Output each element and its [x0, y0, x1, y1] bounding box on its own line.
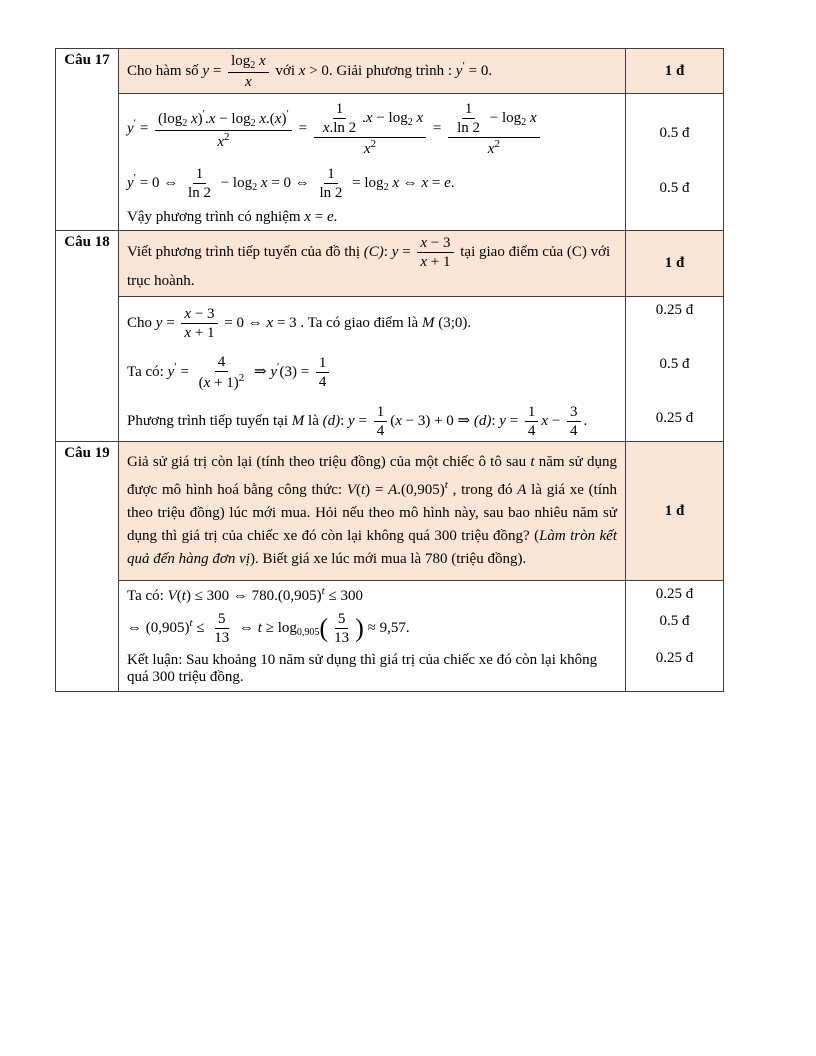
- solution-line: [127, 305, 617, 342]
- numerator: [525, 403, 539, 422]
- math-token: 1: [464, 101, 473, 117]
- math-token: = 3 . Ta có giao điểm là: [273, 314, 422, 331]
- fraction: [454, 100, 483, 137]
- fraction: [314, 100, 426, 158]
- math-token: Ta có:: [127, 588, 168, 604]
- math-token: x: [245, 73, 252, 90]
- math-token: ln 2: [188, 185, 211, 201]
- denominator: [374, 422, 388, 440]
- solution-line: [127, 100, 617, 158]
- denominator: [361, 138, 379, 158]
- math-token: năm sử dụng được mô hình hoá bằng công thức:: [127, 454, 617, 498]
- math-token: y: [155, 314, 163, 331]
- math-token: ln 2: [457, 120, 481, 136]
- math-token: (3;0).: [434, 314, 472, 331]
- fraction: [448, 100, 539, 158]
- math-token: ≈ 9,57.: [363, 619, 410, 636]
- math-token: Giả sử giá trị còn lại (tính theo triệu đồng) của một chiếc ô tô sau: [127, 454, 531, 470]
- math-token: x: [365, 109, 373, 126]
- math-token: −: [548, 412, 565, 429]
- score-value: 0.25 đ: [655, 302, 694, 318]
- math-token: .(0,905): [397, 482, 445, 498]
- math-token: Làm tròn kết quả đến hàng đơn vị: [127, 528, 617, 567]
- math-token: y: [167, 363, 175, 380]
- math-token: 0,905: [296, 626, 320, 638]
- math-token: ): [355, 613, 364, 643]
- question-text: [119, 49, 626, 94]
- fraction: [331, 610, 352, 647]
- math-token: x: [274, 110, 282, 127]
- math-token: =: [354, 412, 371, 429]
- math-token: t: [257, 619, 262, 636]
- numerator: [181, 305, 217, 324]
- math-token: .: [205, 110, 209, 127]
- score-value: 0.25 đ: [655, 410, 694, 426]
- numerator: [462, 100, 476, 119]
- denominator: [185, 184, 214, 202]
- solution-line: [127, 585, 617, 605]
- numerator: [193, 165, 207, 184]
- block-cau-19: [56, 442, 724, 692]
- denominator: [317, 184, 346, 202]
- math-token: 1: [527, 404, 536, 420]
- math-token: ) ≤ 300 ⇔ 780.(0,905): [185, 588, 322, 604]
- fraction: [374, 403, 388, 440]
- numerator: [228, 52, 269, 73]
- math-token: M: [421, 314, 435, 331]
- math-token: =: [162, 314, 179, 331]
- math-token: 2: [370, 138, 377, 150]
- denominator: [316, 373, 330, 391]
- math-token: ′: [277, 360, 280, 373]
- math-token: với: [271, 62, 299, 79]
- numerator: [155, 108, 292, 131]
- math-token: V: [167, 588, 177, 604]
- math-token: ′: [202, 107, 206, 120]
- math-token: y: [127, 174, 134, 191]
- block-cau-17: [56, 49, 724, 231]
- math-token: , trong đó: [447, 482, 518, 498]
- math-token: :: [340, 412, 349, 429]
- math-token: 1: [376, 404, 385, 420]
- math-token: = 0 ⇔: [136, 174, 183, 191]
- fraction: [317, 165, 346, 202]
- math-token: Ta có:: [127, 363, 168, 380]
- solution-line: [127, 209, 617, 226]
- numerator: [567, 403, 581, 422]
- fraction: [525, 403, 539, 440]
- math-token: ⇔: [235, 619, 258, 636]
- math-token: ⇔ (0,905): [127, 619, 190, 636]
- numerator: [215, 353, 229, 372]
- math-token: ): [281, 110, 287, 127]
- numerator: [333, 100, 347, 119]
- math-token: 2: [250, 117, 256, 129]
- math-token: 13: [214, 630, 230, 646]
- math-token: 2: [250, 59, 256, 71]
- math-token: là: [304, 412, 323, 429]
- math-token: x: [420, 235, 428, 252]
- math-token: ≤: [192, 619, 209, 636]
- math-token: ln 2: [319, 185, 343, 201]
- solution-cell: [119, 581, 626, 692]
- denominator: [454, 119, 483, 137]
- question-text: [119, 231, 626, 297]
- math-token: ). Biết giá xe lúc mới mua là 780 (triệu đồng).: [250, 551, 527, 567]
- math-token: ′: [133, 171, 137, 184]
- denominator: [242, 73, 255, 91]
- math-token: x: [421, 174, 429, 191]
- score-value: 0.5 đ: [659, 125, 690, 141]
- math-token: x: [412, 109, 424, 126]
- math-token: e: [444, 174, 451, 191]
- math-token: (3) =: [279, 363, 313, 380]
- solution-line: [127, 610, 617, 647]
- math-token: x: [184, 325, 192, 341]
- solution-line: [127, 652, 617, 686]
- math-token: x: [388, 174, 399, 191]
- solution-points-cell: [626, 297, 724, 442]
- math-token: ′: [174, 360, 177, 373]
- math-token: 5: [218, 611, 226, 627]
- math-token: t: [444, 479, 448, 491]
- fraction: [196, 353, 248, 392]
- math-token: 2: [252, 181, 258, 193]
- math-token: = 0.: [464, 62, 493, 79]
- math-token: x: [541, 412, 549, 429]
- fraction: [155, 108, 292, 151]
- denominator: [485, 138, 503, 158]
- math-token: .(: [266, 110, 275, 127]
- math-token: .: [362, 109, 366, 126]
- math-token: (C): [363, 244, 384, 261]
- math-token: + 1): [210, 375, 239, 391]
- math-token: x: [255, 52, 266, 69]
- math-token: V: [346, 482, 356, 498]
- math-token: x: [255, 110, 267, 127]
- math-token: x: [322, 120, 330, 136]
- denominator: [331, 629, 352, 647]
- math-token: (: [198, 375, 204, 391]
- math-token: log: [231, 52, 251, 69]
- math-token: ≤ 300: [324, 588, 363, 604]
- math-token: ) =: [365, 482, 389, 498]
- math-token: − 3) + 0 ⇒: [401, 412, 474, 429]
- denominator: [196, 372, 248, 392]
- solution-line: [127, 165, 617, 202]
- math-token: 5: [337, 611, 346, 627]
- block-cau-18: [56, 231, 724, 442]
- math-token: 4: [376, 423, 385, 439]
- math-token: 2: [383, 181, 389, 193]
- math-token: y: [270, 363, 278, 380]
- solution-line: [127, 353, 617, 392]
- math-token: e: [326, 209, 334, 225]
- math-token: .: [333, 209, 338, 225]
- question-points: 1 đ: [626, 442, 724, 581]
- math-token: x: [208, 110, 216, 127]
- math-token: = 0 ⇔: [220, 314, 267, 331]
- math-token: t: [361, 482, 366, 498]
- math-token: .: [450, 174, 455, 191]
- math-token: ′: [462, 59, 465, 72]
- solution-cell: [119, 297, 626, 442]
- fraction: [211, 610, 232, 647]
- math-token: ≥ log: [261, 619, 297, 636]
- denominator: [320, 119, 359, 137]
- math-token: =: [398, 244, 415, 261]
- math-token: 4: [570, 423, 578, 439]
- math-token: x: [187, 110, 198, 127]
- math-token: (: [390, 412, 396, 429]
- denominator: [417, 253, 453, 271]
- math-token: = log: [348, 174, 384, 191]
- math-token: (d): [322, 412, 341, 429]
- math-token: y: [499, 412, 506, 429]
- math-token: y: [348, 412, 355, 429]
- math-token: =: [136, 120, 153, 137]
- denominator: [567, 422, 581, 440]
- math-token: 2: [407, 116, 413, 128]
- math-token: ): [197, 110, 203, 127]
- math-token: (: [176, 588, 182, 604]
- math-token: 2: [224, 130, 230, 143]
- math-token: y: [391, 244, 399, 261]
- fraction: [316, 354, 330, 391]
- math-token: 4: [527, 423, 536, 439]
- math-token: − 3: [191, 306, 215, 322]
- math-token: x: [257, 174, 268, 191]
- math-token: x: [184, 306, 192, 322]
- math-token: ⇒: [250, 363, 271, 380]
- math-token: x: [266, 314, 274, 331]
- math-token: x: [298, 62, 306, 79]
- math-token: Phương trình tiếp tuyến tại: [127, 412, 292, 429]
- math-token: 4: [217, 354, 226, 370]
- math-token: =: [209, 62, 226, 79]
- denominator: [214, 131, 232, 151]
- math-token: y: [202, 62, 210, 79]
- math-token: t: [181, 588, 186, 604]
- math-token: = 0 ⇔: [267, 174, 314, 191]
- math-token: y: [455, 62, 463, 79]
- math-token: ′: [286, 107, 289, 120]
- math-token: ′: [133, 117, 137, 130]
- math-token: x: [395, 412, 402, 429]
- question-points: 1 đ: [626, 231, 724, 297]
- numerator: [335, 610, 349, 629]
- math-token: A: [517, 482, 527, 498]
- math-token: .: [583, 412, 588, 429]
- denominator: [181, 324, 217, 342]
- math-token: (: [319, 613, 329, 643]
- denominator: [211, 629, 232, 647]
- solution-line: [127, 403, 617, 440]
- denominator: [525, 422, 539, 440]
- math-token: 1: [318, 355, 327, 371]
- math-token: 4: [318, 374, 327, 390]
- math-token: 2: [521, 116, 527, 128]
- math-token: > 0. Giải phương trình :: [305, 62, 456, 79]
- answer-table: [55, 48, 724, 692]
- math-token: A: [388, 482, 398, 498]
- math-token: =: [310, 209, 327, 225]
- question-text: [119, 442, 626, 581]
- math-token: + 1: [191, 325, 215, 341]
- math-token: Viết phương trình tiếp tuyến của đồ thị: [127, 244, 364, 261]
- math-token: =: [428, 174, 445, 191]
- question-number: Câu 19: [56, 442, 119, 692]
- math-token: là giá xe (tính theo triệu đồng) lúc mới mua. Hỏi nếu theo mô hình này, sau bao nhiêu năm sử dụng thì giá trị của chiếc xe đó còn lại không quá 300 triệu đồng? (: [127, 482, 617, 544]
- math-token: y: [127, 120, 134, 137]
- math-token: :: [383, 244, 392, 261]
- fraction: [320, 100, 359, 137]
- numerator: [448, 100, 539, 138]
- score-value: 0.5 đ: [659, 180, 690, 196]
- fraction: [185, 165, 214, 202]
- solution-cell: [119, 94, 626, 231]
- math-token: Cho: [127, 314, 156, 331]
- fraction: [181, 305, 217, 342]
- math-token: x: [217, 133, 225, 150]
- math-token: − log: [215, 110, 251, 127]
- math-token: 1: [335, 101, 344, 117]
- math-token: (d): [473, 412, 492, 429]
- math-token: =: [176, 363, 193, 380]
- numerator: [417, 234, 453, 253]
- numerator: [316, 354, 330, 373]
- math-token: 2: [182, 117, 188, 129]
- math-token: .ln 2: [329, 120, 357, 136]
- math-token: =: [294, 120, 311, 137]
- numerator: [324, 165, 338, 184]
- numerator: [314, 100, 426, 138]
- math-token: 2: [494, 138, 500, 150]
- math-token: Cho hàm số: [127, 62, 203, 79]
- math-token: 1: [327, 166, 335, 182]
- question-number: Câu 18: [56, 231, 119, 442]
- numerator: [374, 403, 388, 422]
- math-token: x: [203, 375, 211, 391]
- math-token: − log: [486, 109, 522, 126]
- math-token: =: [429, 120, 446, 137]
- score-value: 0.25 đ: [655, 586, 694, 602]
- math-token: x: [420, 254, 428, 271]
- math-token: tại giao điểm của (C) với trục hoành.: [127, 244, 611, 290]
- solution-points-cell: [626, 581, 724, 692]
- math-token: x: [487, 141, 495, 157]
- fraction: [417, 234, 453, 271]
- math-token: + 1: [427, 254, 451, 271]
- math-token: − 3: [427, 235, 451, 252]
- fraction: [567, 403, 581, 440]
- score-value: 0.5 đ: [659, 613, 690, 629]
- fraction: [228, 52, 269, 91]
- math-token: − log: [372, 109, 408, 126]
- score-value: 0.25 đ: [655, 650, 694, 666]
- math-token: − log: [216, 174, 253, 191]
- math-token: x: [363, 141, 371, 157]
- math-token: :: [491, 412, 500, 429]
- math-token: M: [291, 412, 305, 429]
- math-token: 2: [238, 372, 245, 384]
- numerator: [215, 610, 229, 629]
- math-token: t: [530, 454, 535, 470]
- math-token: 13: [334, 630, 350, 646]
- math-token: Kết luận: Sau khoảng 10 năm sử dụng thì giá trị của chiếc xe đó còn lại không quá 300 triệu đồng.: [127, 652, 598, 685]
- math-token: ⇔: [398, 174, 422, 191]
- math-token: 3: [570, 404, 578, 420]
- question-number: Câu 17: [56, 49, 119, 231]
- math-token: Vậy phương trình có nghiệm: [127, 209, 305, 225]
- question-points: 1 đ: [626, 49, 724, 94]
- score-value: 0.5 đ: [659, 356, 690, 372]
- solution-points-cell: [626, 94, 724, 231]
- math-token: (log: [158, 110, 183, 127]
- math-token: t: [321, 585, 325, 597]
- math-token: x: [304, 209, 311, 225]
- math-token: (: [356, 482, 361, 498]
- math-token: 1: [195, 166, 204, 182]
- math-token: x: [526, 109, 537, 126]
- math-token: t: [189, 616, 193, 629]
- math-token: =: [505, 412, 522, 429]
